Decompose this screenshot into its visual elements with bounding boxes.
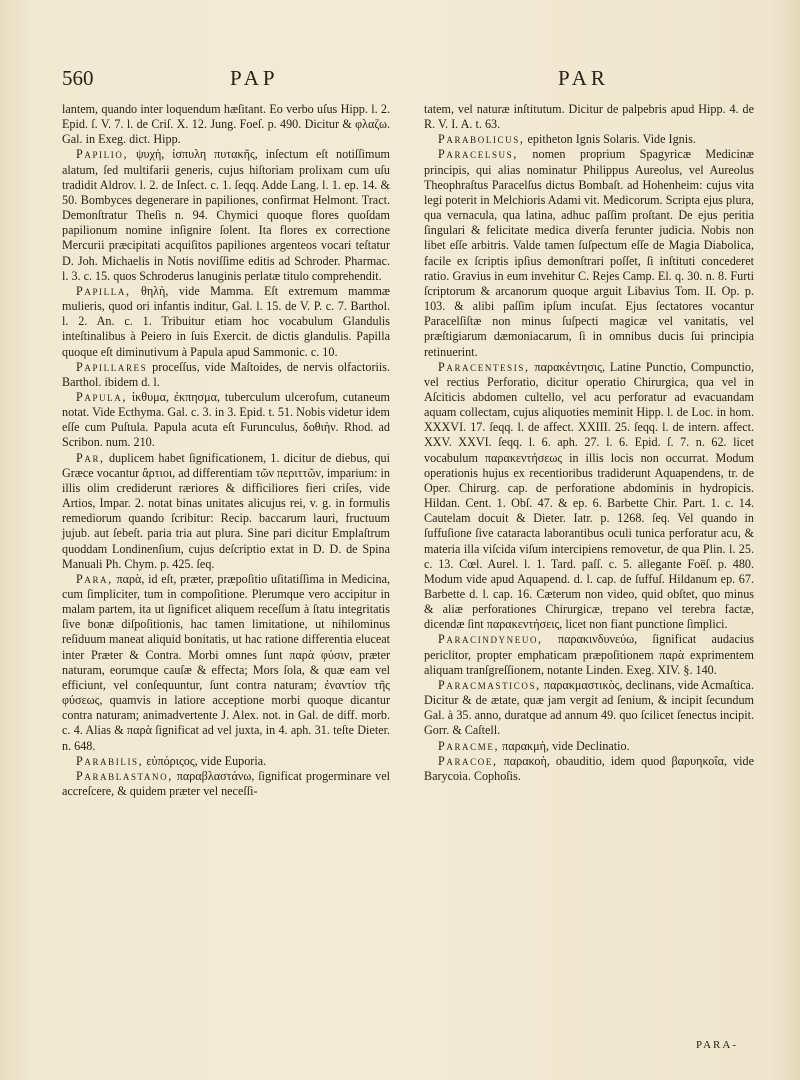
entry-parabolicus: Parabolicus, epitheton Ignis Solaris. Vide Ignis. <box>438 132 696 147</box>
headword: Paracoe, <box>438 753 498 768</box>
entry-continuation: lantem, quando inter loquendum hæſitant. Eo verbo uſus Hipp. l. 2. Epid. ſ. V. 7. l. de Criſ. X. 12. Jung. Foeſ. p. 490. Dicitur & φλαζω. Gal. in Exeg. dict. Hipp. <box>62 102 390 147</box>
entry-papilio: Papilio, ψυχὴ, ἱσπυλη πυτακῆς, inſectum eſt notiſſimum alatum, ſed multifarii generis, cujus hiſtoriam prolixam cum uſu tradidit Aldrov. l. 2. de Inſect. c. 1. ſeqq. Adde Lang. l. 1. ep. 14. & 50. Bombyces degenerare in papiliones, confirmat Helmont. Tract. Demonſtratur Theſis n. 94. Chymici quoque flores quoſdam papilionum nomine inſignire ſolent. Ita flores ex correctione Mercurii præcipitati acquiſitos papiliones argenteos vocari teſtatur D. Joh. Michaelis in Notis noviſſime editis ad Schroder. Pharmac. l. 3. c. 15. quos Schroderus lanuginis perlatæ titulo comprehendit. <box>62 147 390 283</box>
entry-paracoe: Paracoe, παρακοὴ, obauditio, idem quod βαρυηκοΐα, vide Barycoia. Cophoſis. <box>424 753 754 783</box>
running-head-right: PAR <box>558 66 609 90</box>
headword: Paracindyneuo, <box>438 632 543 647</box>
headword: Parablastano, <box>76 768 173 783</box>
headword: Papilio, <box>76 147 129 162</box>
headword: Papilla, <box>76 283 131 298</box>
headword: Para, <box>76 571 113 586</box>
running-head-left: PAP <box>230 66 279 90</box>
left-column <box>62 102 390 799</box>
entry-para: Para, παρὰ, id eſt, præter, præpoſitio uſitatiſſima in Medicina, cum ſimpliciter, tum in compoſitione. Plerumque vero accipitur in malam partem, ita ut ſignificet aliquem receſſum à ſtatu integritatis ſive bonæ diſpoſitionis, hac tamen limitatione, ut nihilominus reſiduum maneat aliquid bonitatis, ut hac ratione differentia eluceat inter Præter & Contra. Morbi omnes ſunt παρὰ φύσιν, præter naturam, eorumque cauſæ & effecta; Mors ſola, & quæ eam vel efficiunt, vel conſequuntur, ſunt contra naturam; ἐναντίον τῆς φύσεως, quamvis in latiore acceptione morbi quoque dicantur contra naturam; animadvertente J. Alex. not. in Gal. de diff. morb. c. 4. Alias & παρὰ ſignificat ad vel juxta, in 4. aph. 31. teſte Dieter. n. 648. <box>62 571 390 753</box>
headword: Paracelsus, <box>438 147 518 162</box>
entry-paracme: Paracme, παρακμὴ, vide Declinatio. <box>438 738 630 753</box>
entry-par: Par, duplicem habet ſignificationem, 1. dicitur de diebus, qui Græce vocantur ἄρτιοι, ad differentiam τῶν περιττῶν, imparium: in illis olim crediderunt ræriores & difficiliores fieri criſes, vide Artios, Impar. 2. notat binas unitates alicujus rei, v. g. in formulis remediorum quando ſcribitur: Recip. baccarum lauri, fructuum jujub. aut ſebeſt. paria tria aut plura. Sine pari dicitur Emplaſtrum quoddam Londinenſium, cujus deſcriptio extat in D. D. de Spina Manuali Ph. Chym. p. 425. ſeq. <box>62 450 390 571</box>
entry-continuation: tatem, vel naturæ inſtitutum. Dicitur de palpebris apud Hipp. 4. de R. V. I. A. t. 63. <box>424 102 754 132</box>
entry-papillares: Papillares proceſſus, vide Maſtoides, de nervis olfactoriis. Barthol. ibidem d. l. <box>62 359 390 389</box>
page-number: 560 <box>62 66 94 90</box>
entry-paracmasticos: Paracmasticos, παρακμαστικὸς, declinans, vide Acmaſtica. Dicitur & de ætate, quæ jam vergit ad ſenium, & incipit ſecundum Gal. à 35. anno, duratque ad annum 49. quo ſcilicet ſenectus incipit. Gorr. & Caſtell. <box>424 677 754 738</box>
catchword: PARA- <box>696 1039 738 1051</box>
entry-parablastano: Parablastano, παραβλαστάνω, ſignificat progerminare vel accreſcere, & quidem præter vel neceſſi- <box>62 768 390 799</box>
headword: Paracentesis, <box>438 359 530 374</box>
right-column <box>424 102 754 784</box>
entry-parabilis: Parabilis, εὐπόριςος, vide Euporia. <box>76 753 267 768</box>
entry-papula: Papula, ἰκθυμα, ἐκπησμα, tuberculum ulcerofum, cutaneum notat. Vide Ecthyma. Gal. c. 3. in 3. Epid. t. 51. Nobis videtur idem eſſe cum Puſtula. Papula acuta eſt Furunculus, δοθιὴν. Rhod. ad Scribon. num. 210. <box>62 389 390 450</box>
entry-papilla: Papilla, θηλὴ, vide Mamma. Eſt extremum mammæ mulieris, quod ori infantis inditur, Gal. l. 15. de V. P. c. 7. Barthol. l. 2. An. c. 1. Tribuitur etiam hoc vocabulum Glandulis inteſtinalibus à Peiero in ſuis Exercit. de dictis glandulis. Papilla quoque eſt diminutivum à Papula apud Sammonic. c. 10. <box>62 283 390 359</box>
headword: Paracmasticos, <box>438 677 541 692</box>
entry-paracelsus: Paracelsus, nomen proprium Spagyricæ Medicinæ principis, qui alias nominatur Philippus Aureolus, vel Aureolus Theophraſtus Paracelſus dictus Bombaſt. ad Hohenheim: cujus vita legi poterit in Melchioris Adami vit. Medicorum. Scripta ejus plura, qua vernacula, qua latina, adhuc paſſim proſtant. De ejus peritia ſingulari & felicitate medica diverſa ferunter judicia. Nobis non libet eſſe arbitris. Valde tamen ſuſpectum eſſe de Magia Diabolica, facile ex ſcriptis ipſius demonſtrari poſſet, ſi inſtituti concederet ratio. Gravius in eum invehitur C. Rejes Camp. El. q. 30. n. 8. Furti ſcriptorum & arcanorum quoque arguit Libavius Tom. II. Op. p. 103. & alibi paſſim ipſum incuſat. Ejus ſectatores vocantur Paracelſiſtæ non minus ſuſpecti magicæ vel vanitatis, vel præſtigiarum dæmoniacarum, ſi in omnibus ducis ſui principia retinuerint. <box>424 147 754 359</box>
entry-paracentesis: Paracentesis, παρακέντησις, Latine Punctio, Compunctio, vel rectius Perforatio, dicitur operatio Chirurgica, qua vel in Aſciticis abdomen cultello, vel acu perforatur ad evacuandam aquam collectam, cujus aliquoties meminit Hipp. l. de Loc. in hom. XXXVI. 17. ſeqq. l. de affect. XXIII. 25. ſeqq. l. de intern. affect. XXV. XXVI. ſeqq. l. 6. aph. 27. l. 6. Epid. ſ. 7. n. 62. licet vocabulum παρακεντήσεως in illis locis non occurrat. Modum operationis hujus ex recentioribus tradiderunt Aquapendens, tr. de Oper. Chirurg. cap. de perforatione abdominis in hydropicis. Hildan. Cent. 1. Obſ. 47. & ep. 6. Barbette Chir. Part. 1. c. 14. Cautelam docuit & Dieter. Iatr. p. 1268. ſeq. Vel quando in ſuffuſione ſive cataracta laborantibus oculi tunica perforatur acu, & materia illa viſcida viſum intercipiens removetur, de qua Plin. l. 25. c. 13. Cœl. Aurel. l. 1. Tard. paſſ. c. 5. allegante Foëſ. p. 480. Modum vide apud Aquapend. d. l. cap. de ſuffuſ. Hildanum ep. 67. Barbette d. l. cap. 16. Cæterum non video, quid obſtet, quo minus & aliæ perforationes Chirurgicæ, trepano vel terebra factæ, dicendæ ſint παρακεντήσεις, licet non fiant punctione ſimplici. <box>424 359 754 632</box>
entry-paracindyneuo: Paracindyneuo, παρακινδυνεύω, ſignificat audacius periclitor, propter emphaticam præpoſitionem παρὰ exprimentem aliquam tranſgreſſionem, notante Linden. Exeg. XIV. §. 140. <box>424 632 754 677</box>
headword: Parabolicus, <box>438 132 525 147</box>
headword: Parabilis, <box>76 753 144 768</box>
headword: Papula, <box>76 389 127 404</box>
headword: Par, <box>76 450 105 465</box>
page-header <box>0 66 800 96</box>
headword: Paracme, <box>438 738 500 753</box>
headword: Papillares <box>76 359 148 374</box>
